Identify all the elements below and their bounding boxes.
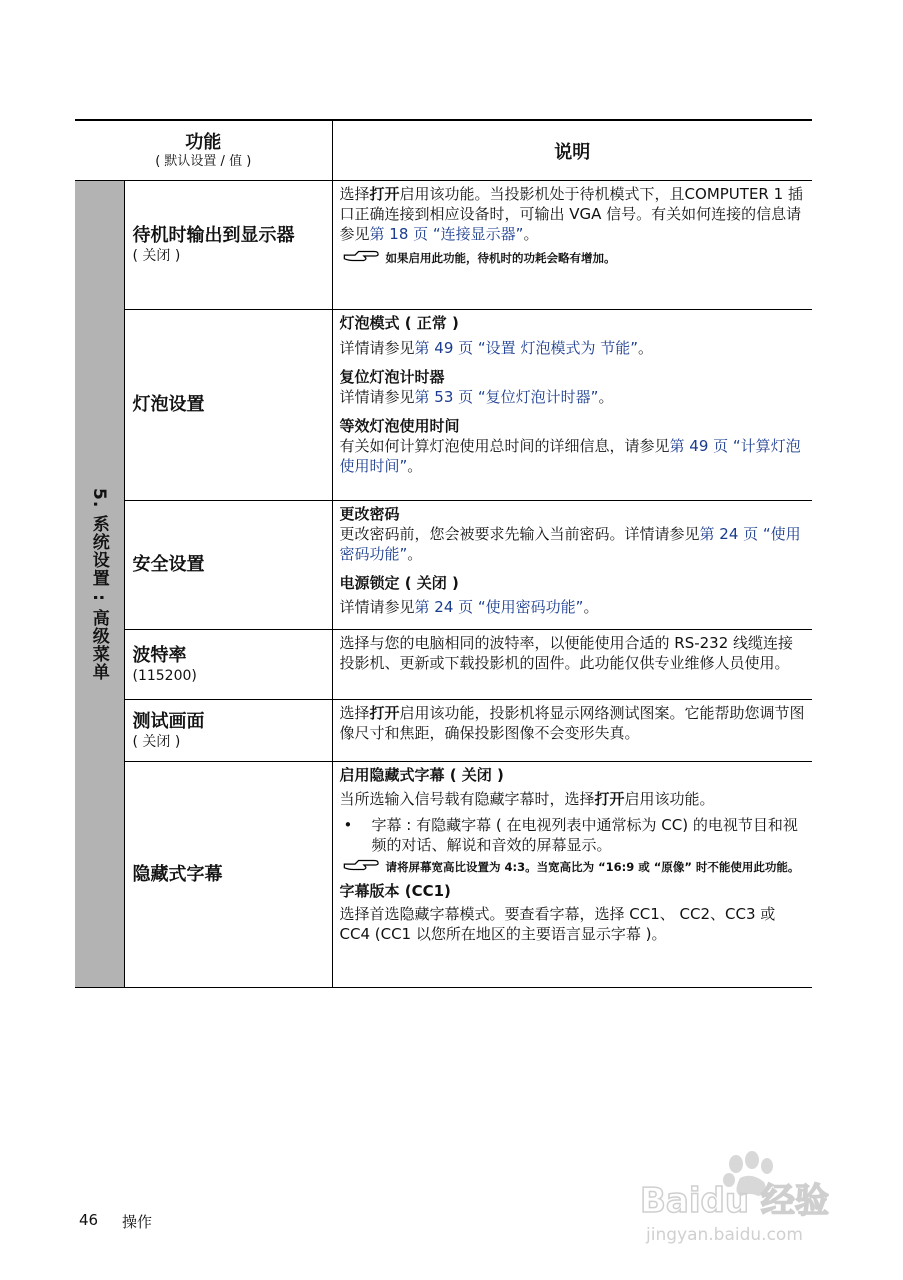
page-link[interactable]: 第 53 页 “复位灯泡计时器” (414, 388, 599, 406)
description-standby (332, 181, 812, 310)
desc-text: 启用该功能。 (624, 790, 715, 808)
desc-text: 详情请参见 (339, 598, 415, 616)
footer-section: 操作 (122, 1213, 153, 1231)
function-security-settings (124, 501, 332, 630)
desc-text: 启用该功能，投影机将显示网络测试图案。它能帮助您调节图像尺寸和焦距，确保投影图像不会变形失真。 (339, 704, 805, 742)
desc-text: 当所选输入信号载有隐藏字幕时，选择 (339, 790, 595, 808)
pointing-hand-icon (340, 857, 386, 873)
function-default: ( 关闭 ) (132, 733, 181, 750)
desc-text: 有关如何计算灯泡使用总时间的详细信息，请参见 (339, 437, 670, 455)
table-row-test (75, 700, 812, 762)
note (340, 250, 807, 266)
cc-version-title: 字幕版本 (CC1) (339, 882, 451, 900)
description-baud (332, 630, 812, 700)
bullet-item (340, 815, 807, 855)
description-test (332, 700, 812, 762)
desc-text: 详情请参见 (339, 388, 415, 406)
function-name: 灯泡设置 (132, 394, 205, 415)
baidu-watermark (640, 1150, 850, 1250)
bullet-icon: • (343, 816, 353, 834)
page-link[interactable]: 第 18 页 “连接显示器” (369, 225, 524, 243)
desc-text: 。 (598, 388, 614, 406)
desc-text: 启用该功能。当投影机处于待机模式下，且COMPUTER 1 插口正确连接到相应设备时，可输出 VGA 信号。有关如何连接的信息请参见 (339, 185, 803, 243)
watermark-brand: Baidu 经验 (640, 1181, 829, 1221)
table-row-standby (75, 181, 812, 310)
desc-text: 。 (407, 545, 423, 563)
function-lamp-settings (124, 310, 332, 501)
lamp-reset-title: 复位灯泡计时器 (339, 368, 445, 386)
page-link[interactable]: 第 24 页 “使用密码功能” (339, 525, 801, 563)
function-header-label: 功能 (185, 131, 222, 153)
desc-text: 。 (523, 225, 539, 243)
desc-bold: 打开 (369, 704, 400, 722)
desc-text: 选择与您的电脑相同的波特率，以便能使用合适的 RS-232 线缆连接投影机、更新或下载投影机的固件。此功能仅供专业维修人员使用。 (339, 634, 794, 672)
page-link[interactable]: 第 49 页 “计算灯泡使用时间” (339, 437, 801, 475)
note-text: 请将屏幕宽高比设置为 4:3。当宽高比为 “16:9 或 “原像” 时不能使用此功能。 (385, 860, 800, 874)
function-name: 待机时输出到显示器 (132, 225, 295, 246)
description-closed-caption (332, 762, 812, 988)
table-row-security (75, 501, 812, 630)
page-link[interactable]: 第 24 页 “使用密码功能” (414, 598, 584, 616)
desc-text: 更改密码前，您会被要求先输入当前密码。详情请参见 (339, 525, 700, 543)
lamp-hours-title: 等效灯泡使用时间 (339, 417, 460, 435)
function-closed-caption (124, 762, 332, 988)
lamp-mode-title: 灯泡模式 ( 正常 ) (339, 314, 459, 332)
desc-text: 选择 (339, 185, 370, 203)
description-lamp (332, 310, 812, 501)
change-password-title: 更改密码 (339, 505, 400, 523)
power-lock-title: 电源锁定 ( 关闭 ) (339, 574, 459, 592)
bullet-text: 字幕 : 有隐藏字幕 ( 在电视列表中通常标为 CC) 的电视节目和视频的对话、解说和音效的屏幕显示。 (371, 816, 798, 854)
cc-enable-title: 启用隐藏式字幕 ( 关闭 ) (339, 766, 504, 784)
watermark-url: jingyan.baidu.com (646, 1225, 803, 1245)
function-default: (115200) (132, 667, 197, 684)
function-header-sub: ( 默认设置 / 值 ) (155, 153, 252, 169)
function-test-pattern (124, 700, 332, 762)
function-default: ( 关闭 ) (132, 248, 181, 264)
desc-text: 。 (407, 457, 423, 475)
section-side-label (75, 181, 124, 988)
description-header: 说明 (332, 121, 812, 181)
desc-text: 详情请参见 (339, 339, 415, 357)
desc-text: 。 (638, 339, 654, 357)
pointing-hand-icon (340, 248, 386, 264)
desc-bold: 打开 (369, 185, 400, 203)
page-number: 46 (79, 1211, 99, 1229)
note (340, 859, 807, 875)
desc-text: 。 (583, 598, 599, 616)
table-row-closed-caption (75, 762, 812, 988)
function-name: 安全设置 (132, 554, 205, 575)
function-header (75, 121, 332, 181)
function-baud-rate (124, 630, 332, 700)
table-row-lamp (75, 310, 812, 501)
settings-table (75, 120, 812, 988)
table-header-row (75, 121, 812, 181)
page-link[interactable]: 第 49 页 “设置 灯泡模式为 节能” (414, 339, 638, 357)
table-row-baud (75, 630, 812, 700)
function-standby-output (124, 181, 332, 310)
side-label-text: 5. 系统设置 : 高级菜单 (88, 487, 109, 681)
function-name: 隐藏式字幕 (132, 863, 223, 885)
desc-bold: 打开 (594, 790, 625, 808)
description-security (332, 501, 812, 630)
desc-text: 选择首选隐藏字幕模式。要查看字幕，选择 CC1、 CC2、CC3 或 CC4 (CC1 以您所在地区的主要语言显示字幕 )。 (339, 905, 776, 943)
function-name: 测试画面 (132, 710, 205, 732)
desc-text: 选择 (339, 704, 370, 722)
note-text: 如果启用此功能，待机时的功耗会略有增加。 (385, 251, 616, 265)
function-name: 波特率 (132, 644, 187, 666)
